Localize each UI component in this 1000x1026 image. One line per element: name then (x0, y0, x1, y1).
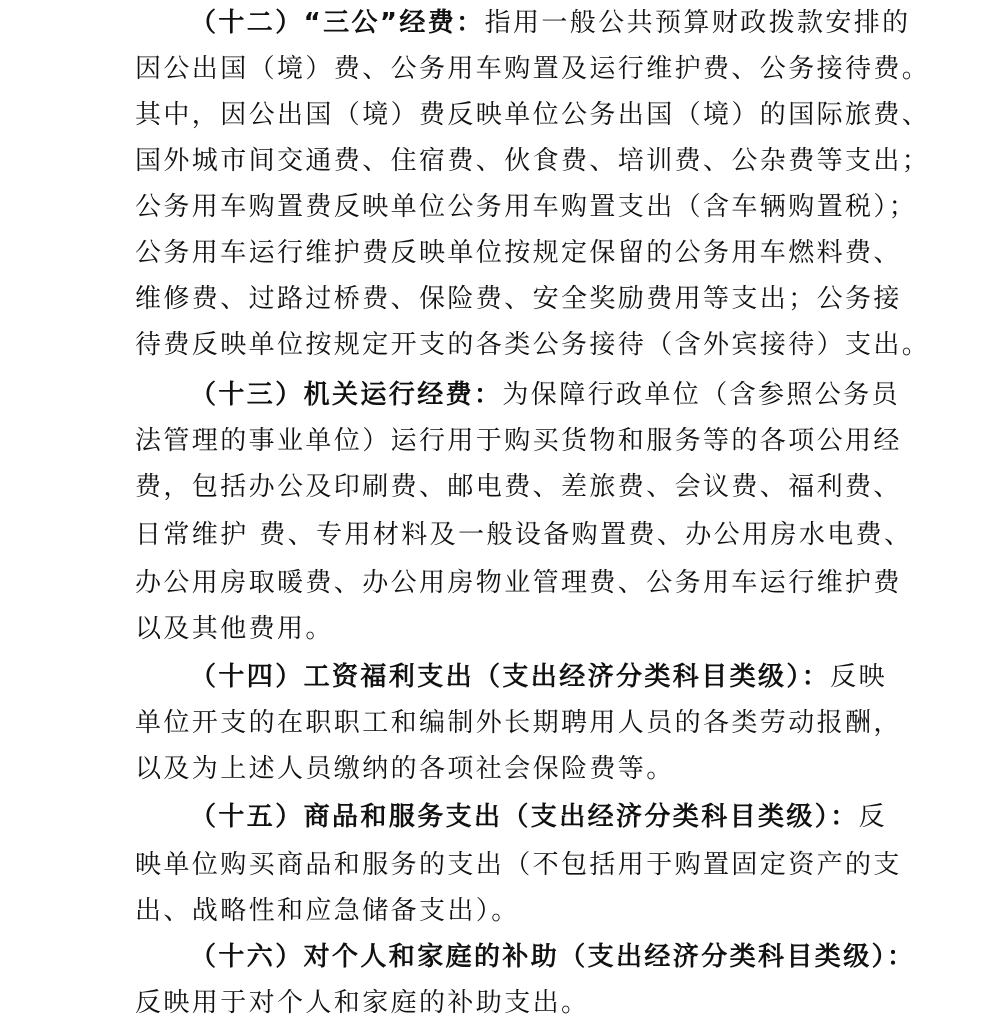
section-14-line: 以及为上述人员缴纳的各项社会保险费等。 (135, 754, 675, 784)
section-13-heading: （十三）机关运行经费： (190, 380, 503, 410)
section-15-text: 反 (858, 802, 888, 832)
section-12-line: 待费反映单位按规定开支的各类公务接待（含外宾接待）支出。 (135, 330, 931, 360)
section-13-line: 法管理的事业单位）运行用于购买货物和服务等的各项公用经 (135, 426, 902, 456)
section-13-line: 日常维护 费、专用材料及一般设备购置费、办公用房水电费、 (135, 520, 913, 550)
section-15-first-line (190, 794, 887, 840)
section-12-line: 公务用车运行维护费反映单位按规定保留的公务用车燃料费、 (135, 238, 902, 268)
section-15-heading: （十五）商品和服务支出（支出经济分类科目类级）： (190, 802, 859, 832)
section-15-line: 出、战略性和应急储备支出）。 (135, 896, 520, 926)
section-14-text: 反映 (830, 662, 888, 692)
section-14-line: 单位开支的在职职工和编制外长期聘用人员的各类劳动报酬， (135, 708, 902, 738)
section-16-line: 反映用于对个人和家庭的补助支出。 (135, 988, 590, 1018)
section-13-line: 费，包括办公及印刷费、邮电费、差旅费、会议费、福利费、 (135, 472, 902, 502)
section-13-first-line (190, 372, 900, 418)
section-12-line: 其中，因公出国（境）费反映单位公务出国（境）的国际旅费、 (135, 100, 931, 130)
section-13-line: 以及其他费用。 (135, 614, 334, 644)
section-13-line: 办公用房取暖费、办公用房物业管理费、公务用车运行维护费 (135, 568, 902, 598)
section-15-line: 映单位购买商品和服务的支出（不包括用于购置固定资产的支 (135, 850, 902, 880)
section-12-line: 公务用车购置费反映单位公务用车购置支出（含车辆购置税）； (135, 192, 918, 222)
section-12-first-line (190, 0, 911, 46)
section-13-text: 为保障行政单位（含参照公务员 (502, 380, 901, 410)
section-12-heading: （十二）“三公”经费： (190, 8, 485, 38)
section-12-line: 维修费、过路过桥费、保险费、安全奖励费用等支出；公务接 (135, 284, 902, 314)
section-16-first-line (190, 934, 915, 980)
section-12-line: 因公出国（境）费、公务用车购置及运行维护费、公务接待费。 (135, 54, 931, 84)
section-16-heading: （十六）对个人和家庭的补助（支出经济分类科目类级）： (190, 942, 916, 972)
section-12-line: 国外城市间交通费、住宿费、伙食费、培训费、公杂费等支出； (135, 146, 931, 176)
section-14-heading: （十四）工资福利支出（支出经济分类科目类级）： (190, 662, 831, 692)
section-14-first-line (190, 654, 887, 700)
section-12-text: 指用一般公共预算财政拨款安排的 (484, 8, 911, 38)
